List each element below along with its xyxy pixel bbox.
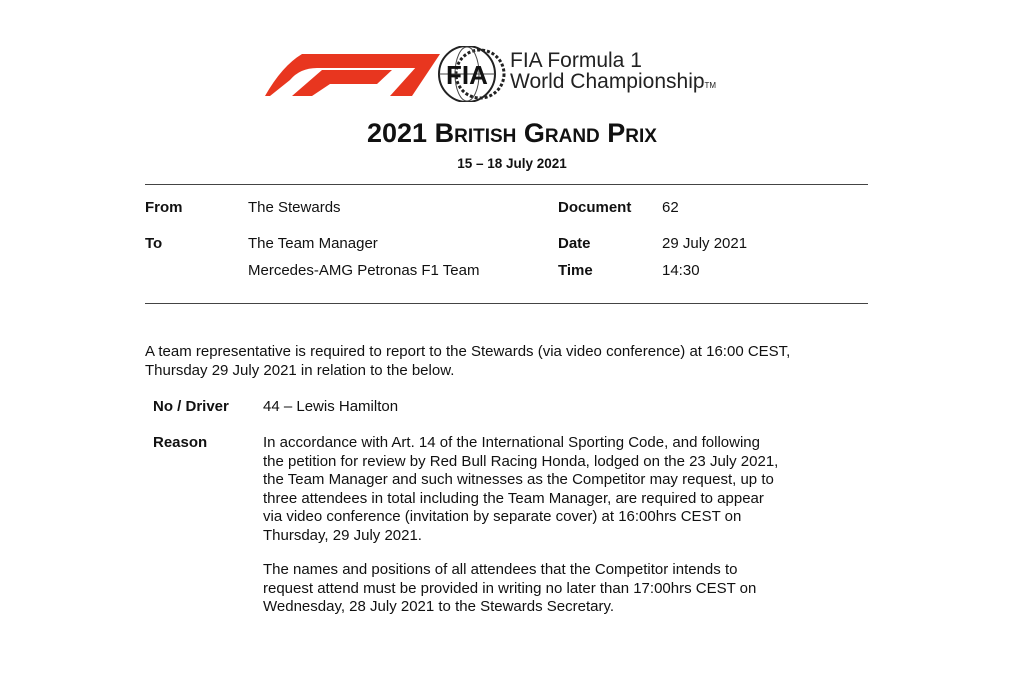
reason-line: three attendees in total including the Team Manager, are required to appear (263, 489, 764, 507)
reason-label: Reason (153, 434, 208, 451)
reason-line: Thursday, 29 July 2021. (263, 526, 422, 544)
trademark: TM (704, 81, 717, 90)
reason-line: via video conference (invitation by separate cover) at 16:00hrs CEST on (263, 508, 742, 525)
to-value-2: Mercedes-AMG Petronas F1 Team (248, 262, 480, 279)
document-label: Document (558, 199, 632, 216)
from-label: From (145, 199, 183, 216)
reason-paragraph-2 (263, 561, 756, 617)
from-value: The Stewards (248, 199, 341, 216)
to-value-1: The Team Manager (248, 235, 378, 252)
fia-globe-icon (439, 46, 504, 102)
intro-line: Thursday 29 July 2021 in relation to the below. (145, 361, 455, 379)
event-dates: 15 – 18 July 2021 (457, 156, 567, 171)
intro-line: A team representative is required to report to the Stewards (via video conference) at 16:00 CEST, (145, 343, 791, 360)
title-word: Prix (607, 118, 657, 148)
reason-line: Wednesday, 28 July 2021 to the Stewards Secretary. (263, 598, 615, 615)
time-value: 14:30 (662, 262, 700, 279)
title-word: British (434, 118, 517, 148)
divider (145, 303, 868, 304)
date-label: Date (558, 235, 591, 252)
divider (145, 184, 868, 185)
title-word: Grand (523, 118, 600, 148)
reason-paragraph-1 (263, 434, 778, 545)
reason-line: In accordance with Art. 14 of the International Sporting Code, and following (263, 434, 760, 451)
title-year: 2021 (367, 118, 428, 148)
date-value: 29 July 2021 (662, 235, 748, 252)
time-label: Time (558, 262, 593, 279)
logo-line-1: FIA Formula 1 (510, 49, 642, 72)
intro-paragraph (145, 343, 790, 380)
logo-line-2: World Championship (510, 70, 705, 93)
fia-wordmark (510, 50, 716, 96)
svg-text:FIA: FIA (446, 60, 488, 90)
driver-label: No / Driver (153, 398, 229, 415)
reason-line: the petition for review by Red Bull Racing Honda, lodged on the 23 July 2021, (263, 452, 779, 470)
document-value: 62 (662, 199, 679, 216)
f1-mark-icon (265, 54, 440, 96)
reason-line: The names and positions of all attendees that the Competitor intends to (263, 561, 738, 578)
to-label: To (145, 235, 163, 252)
driver-value: 44 – Lewis Hamilton (263, 398, 399, 415)
reason-line: request attend must be provided in writing no later than 17:00hrs CEST on (263, 579, 757, 597)
page-title (0, 118, 1024, 149)
reason-line: the Team Manager and such witnesses as the Competitor may request, up to (263, 471, 774, 488)
